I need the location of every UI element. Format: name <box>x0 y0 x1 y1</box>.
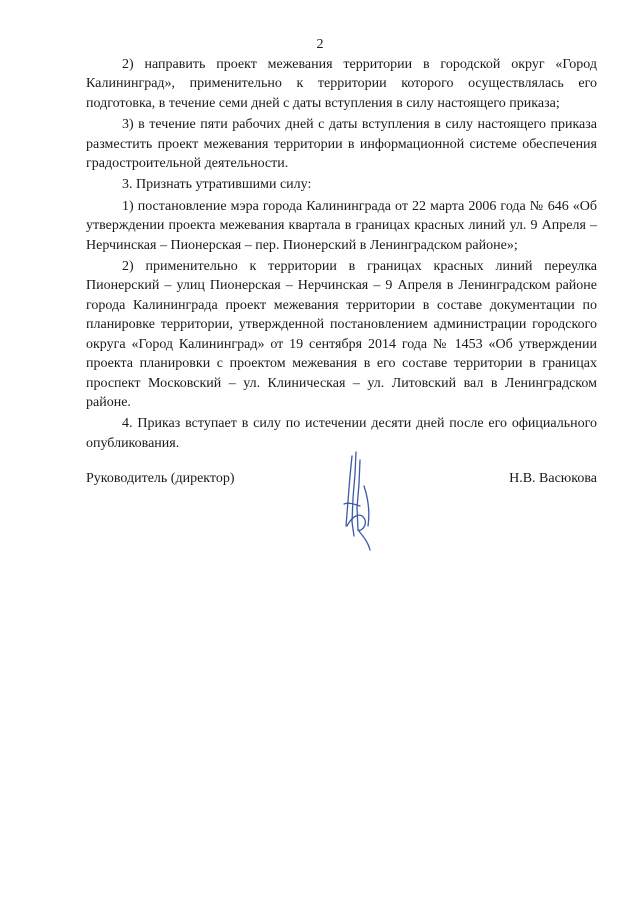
page-number: 2 <box>316 37 324 52</box>
signatory-role: Руководитель (директор) <box>86 471 235 486</box>
handwritten-signature <box>330 446 390 558</box>
signatory-name: Н.В. Васюкова <box>509 471 597 486</box>
paragraph-send-project: 2) направить проект межевания территории в городской округ «Город Калининград», применительно к территории которого осуществлялась его подготовка, в течение семи дней с даты вступления в силу настоящего приказа; <box>86 57 597 111</box>
paragraph-repeal-resolution-1453: 2) применительно к территории в границах красных линий переулка Пионерский – улиц Пионерская – Нерчинская – 9 Апреля в Ленинградском районе города Калининграда проект межевания территории в составе документации по планировке территории, утвержденной постановлением администрации городского округа «Город Калининград» от 19 сентября 2014 года № 1453 «Об утверждении проекта планировки с проектом межевания в его составе территории в границах проспект Московский – ул. Клиническая – ул. Литовский вал в Ленинградском районе. <box>86 259 597 410</box>
paragraph-publish-project: 3) в течение пяти рабочих дней с даты вступления в силу настоящего приказа разместить проект межевания территории в информационной системе обеспечения градостроительной деятельности. <box>86 117 597 172</box>
document-body <box>86 55 597 455</box>
paragraph-repeal-resolution-646: 1) постановление мэра города Калининграда от 22 марта 2006 года № 646 «Об утверждении проекта межевания квартала в границах красных линий ул. 9 Апреля – Нерчинская – Пионерская – пер. Пионерский в Ленинградском районе»; <box>86 198 597 253</box>
paragraph-repeal-heading: 3. Признать утратившими силу: <box>122 177 312 193</box>
paragraph-effective-date: 4. Приказ вступает в силу по истечении десяти дней после его официального опубликования. <box>86 416 597 451</box>
